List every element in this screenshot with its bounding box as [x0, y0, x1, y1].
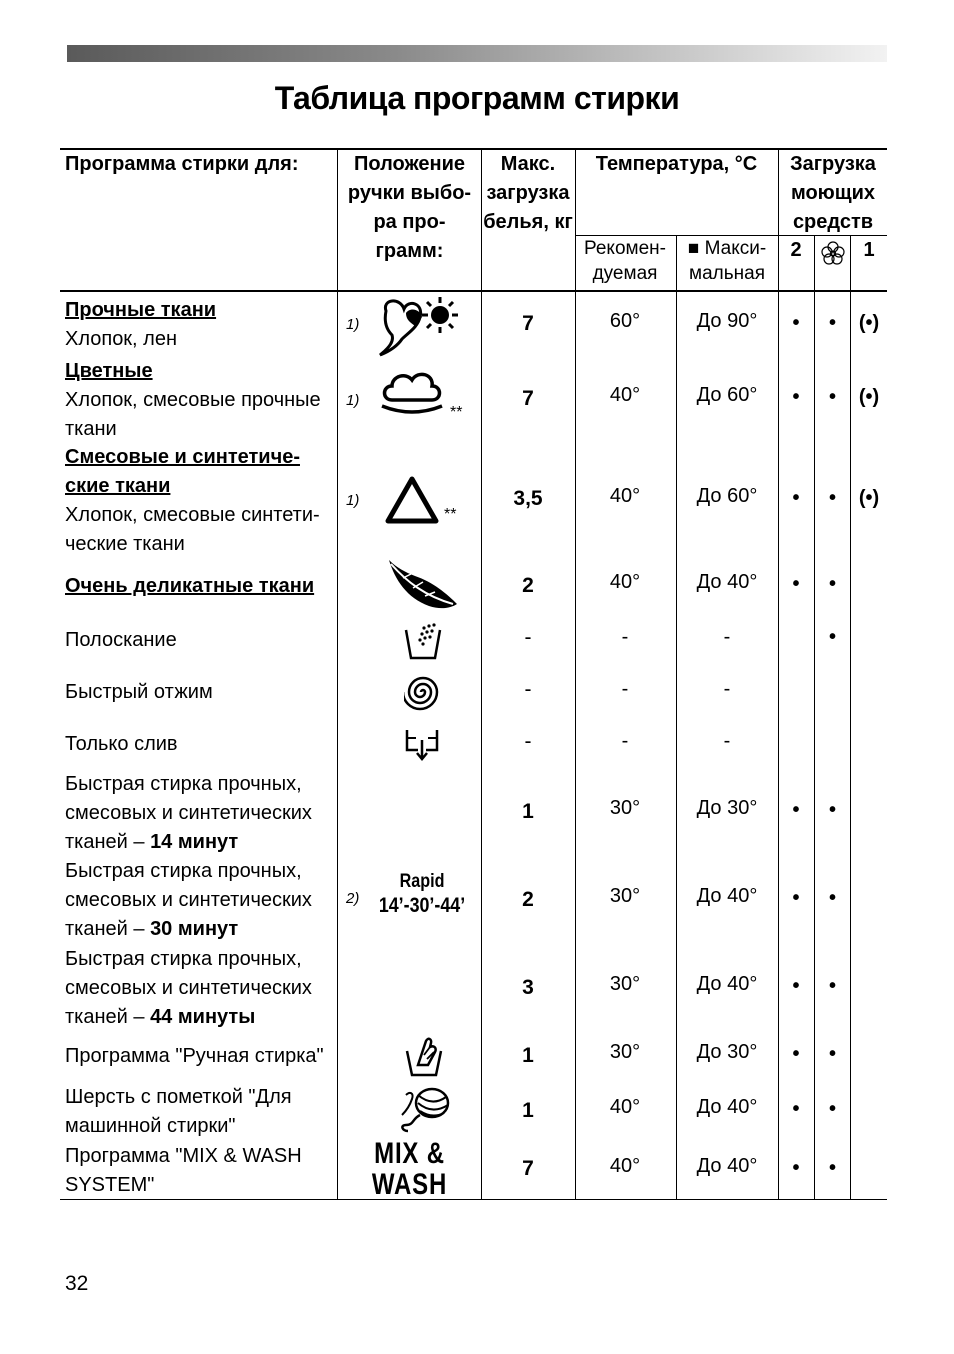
- row-det-softener: •: [828, 487, 836, 509]
- row-temp-rec: 30°: [609, 797, 641, 819]
- row-det-2: •: [792, 312, 800, 334]
- row-det-2: •: [792, 1043, 800, 1065]
- row-det-softener: •: [828, 1157, 836, 1179]
- row-det-1: (•): [858, 312, 880, 334]
- mix-wash-line1: MIX &: [374, 1137, 445, 1170]
- table-row-program: [65, 770, 337, 857]
- header-position: Положение ручки выбо- ра про- грамм:: [347, 153, 472, 262]
- table-row-program: [65, 572, 337, 601]
- rapid-times: 14’-30’-44’: [378, 894, 466, 917]
- row-load: -: [524, 626, 532, 649]
- footnote-marker: 1): [346, 492, 360, 509]
- program-title: Очень деликатные ткани: [65, 575, 315, 597]
- program-title: Цветные: [65, 360, 153, 382]
- mix-wash-icon: [338, 1138, 481, 1200]
- header-compartment-1: 1: [863, 239, 875, 261]
- row-det-softener: •: [828, 573, 836, 595]
- program-desc: Быстрая стирка прочных, смесовых и синтетических тканей –: [65, 773, 312, 853]
- table-row-program: [65, 296, 337, 354]
- heavy-fabrics-icon: [376, 293, 466, 364]
- footnote-marker: 1): [346, 392, 360, 409]
- row-temp-rec: 40°: [609, 1155, 641, 1177]
- header-bottom-border: [60, 290, 887, 292]
- program-desc: Хлопок, смесовые синтети- ческие ткани: [65, 504, 320, 555]
- row-load: 3,5: [513, 487, 543, 510]
- row-temp-max: До 40°: [696, 1155, 758, 1177]
- table-row-program: [65, 443, 337, 559]
- table-row-program: Только слив: [65, 733, 178, 755]
- header-temp-maximum: ■ Макси- мальная: [687, 238, 767, 284]
- row-load: -: [524, 730, 532, 753]
- row-det-softener: •: [828, 887, 836, 909]
- row-det-softener: •: [828, 312, 836, 334]
- header-temperature: Температура, °С: [595, 153, 758, 175]
- table-row-program: Программа "Ручная стирка": [65, 1045, 324, 1067]
- table-top-border: [60, 148, 887, 150]
- program-title: Прочные ткани: [65, 299, 217, 321]
- row-temp-rec: 30°: [609, 1041, 641, 1063]
- stars-marker: **: [450, 404, 463, 421]
- row-temp-max: -: [723, 678, 731, 700]
- stars-marker: **: [444, 506, 457, 523]
- row-det-2: •: [792, 573, 800, 595]
- row-det-1: (•): [858, 386, 880, 408]
- row-det-2: •: [792, 487, 800, 509]
- row-load: 7: [522, 387, 534, 410]
- row-load: 1: [522, 1044, 534, 1067]
- row-det-softener: •: [828, 975, 836, 997]
- row-load: 2: [522, 574, 534, 597]
- program-desc: Быстрая стирка прочных, смесовых и синтетических тканей –: [65, 948, 312, 1028]
- page-number: 32: [65, 1272, 89, 1295]
- row-det-softener: •: [828, 626, 836, 648]
- delicates-feather-icon: [385, 558, 459, 619]
- program-duration: 30 минут: [150, 918, 239, 940]
- row-det-2: •: [792, 887, 800, 909]
- header-program: Программа стирки для:: [65, 153, 299, 175]
- program-desc: Быстрая стирка прочных, смесовых и синтетических тканей –: [65, 860, 312, 940]
- row-det-softener: •: [828, 386, 836, 408]
- row-temp-max: До 30°: [696, 1041, 758, 1063]
- row-det-2: •: [792, 1098, 800, 1120]
- row-temp-rec: 40°: [609, 1096, 641, 1118]
- row-det-2: •: [792, 799, 800, 821]
- col-divider-compartment-1: [850, 235, 851, 1200]
- program-title: Смесовые и синтетиче- ские ткани: [65, 446, 300, 497]
- subheader-divider: [575, 235, 887, 236]
- footnote-marker: 2): [346, 890, 360, 907]
- header-gradient-bar: [67, 45, 887, 62]
- rapid-label: Rapid: [399, 871, 445, 892]
- row-temp-max: До 40°: [696, 885, 758, 907]
- softener-flower-icon: [818, 240, 848, 271]
- row-det-2: •: [792, 975, 800, 997]
- wool-icon: [396, 1085, 456, 1140]
- row-det-2: •: [792, 386, 800, 408]
- row-temp-rec: 60°: [609, 310, 641, 332]
- row-temp-rec: 40°: [609, 485, 641, 507]
- row-temp-max: -: [723, 626, 731, 648]
- spin-icon: [404, 673, 442, 716]
- row-temp-max: До 60°: [696, 384, 758, 406]
- row-det-2: •: [792, 1157, 800, 1179]
- program-duration: 14 минут: [150, 831, 239, 853]
- row-det-softener: •: [828, 1098, 836, 1120]
- table-row-program: [65, 945, 337, 1032]
- row-load: 7: [522, 312, 534, 335]
- hand-wash-icon: [404, 1035, 444, 1084]
- row-load: 1: [522, 800, 534, 823]
- row-temp-rec: -: [621, 626, 629, 648]
- row-temp-rec: -: [621, 678, 629, 700]
- synthetics-icon: [382, 474, 442, 533]
- mix-wash-line2: WASH: [371, 1168, 448, 1201]
- row-temp-rec: 40°: [609, 571, 641, 593]
- row-load: 1: [522, 1099, 534, 1122]
- program-desc: Хлопок, смесовые прочные ткани: [65, 389, 321, 440]
- table-row-program: [65, 857, 337, 944]
- header-detergent: Загрузка моющих средств: [790, 153, 876, 233]
- row-temp-max: До 40°: [696, 1096, 758, 1118]
- row-det-softener: •: [828, 1043, 836, 1065]
- rapid-logo: [366, 870, 478, 918]
- header-temp-recommended: Рекомен- дуемая: [584, 238, 666, 284]
- col-divider-load: [481, 148, 482, 1200]
- header-load: Макс. загрузка белья, кг: [483, 153, 573, 233]
- table-row-program: [65, 357, 337, 444]
- program-desc: Хлопок, лен: [65, 328, 178, 350]
- row-temp-max: -: [723, 730, 731, 752]
- table-row-program: Быстрый отжим: [65, 681, 213, 703]
- page-title: Таблица программ стирки: [274, 80, 680, 116]
- footnote-marker: 1): [346, 316, 360, 333]
- program-duration: 44 минуты: [150, 1006, 256, 1028]
- row-temp-max: До 40°: [696, 571, 758, 593]
- rinse-icon: [402, 620, 444, 667]
- table-row-program: Программа "MIX & WASH SYSTEM": [65, 1145, 302, 1196]
- row-det-softener: •: [828, 799, 836, 821]
- row-temp-rec: 30°: [609, 973, 641, 995]
- row-temp-max: До 60°: [696, 485, 758, 507]
- row-load: 7: [522, 1157, 534, 1180]
- row-temp-max: До 30°: [696, 797, 758, 819]
- row-temp-rec: 40°: [609, 384, 641, 406]
- drain-icon: [404, 726, 440, 767]
- header-compartment-2: 2: [790, 239, 802, 261]
- row-load: 3: [522, 976, 534, 999]
- table-row-program: Шерсть с пометкой "Для машинной стирки": [65, 1086, 292, 1137]
- row-temp-rec: 30°: [609, 885, 641, 907]
- row-temp-max: До 40°: [696, 973, 758, 995]
- row-temp-max: До 90°: [696, 310, 758, 332]
- row-load: -: [524, 678, 532, 701]
- colored-fabrics-icon: [378, 368, 448, 423]
- table-row-program: Полоскание: [65, 629, 177, 651]
- row-load: 2: [522, 888, 534, 911]
- row-det-1: (•): [858, 487, 880, 509]
- row-temp-rec: -: [621, 730, 629, 752]
